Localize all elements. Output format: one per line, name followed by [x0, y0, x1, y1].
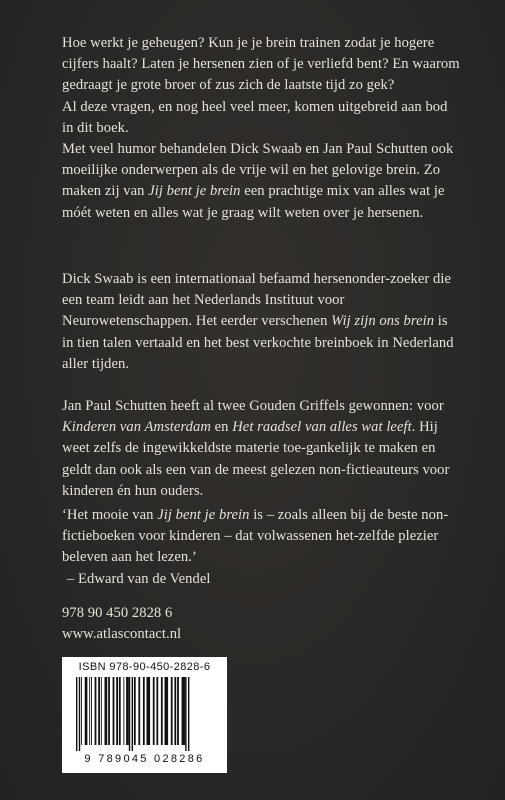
- publisher-website: www.atlascontact.nl: [62, 626, 182, 643]
- author-bio-swaab: [62, 269, 462, 375]
- barcode-isbn-label: ISBN 978-90-450-2828-6: [78, 661, 211, 673]
- bio-swaab-paragraph: [62, 269, 462, 375]
- book-title-italic: Jij bent je brein: [148, 183, 241, 200]
- intro-humor: [62, 139, 462, 224]
- barcode-bars: [74, 677, 215, 751]
- quote-text-b: is – zoals alleen bij de beste non-fictieboeken voor kinderen – dat volwassenen het-zelfde plezier beleven aan het lezen.’: [62, 507, 449, 566]
- review-quote: [62, 505, 462, 590]
- bio-schutten-text-mid: en: [210, 419, 233, 436]
- barcode: [62, 657, 227, 773]
- book-title-italic: Kinderen van Amsterdam: [62, 419, 211, 436]
- barcode-digits: 9 789045 028286: [84, 753, 205, 765]
- bio-swaab-text-a: Dick Swaab is een internationaal befaamd hersenonder-zoeker die een team leidt aan het Nederlands Instituut voor Neurowetenschappen. Het eerder verschenen: [62, 271, 452, 330]
- bio-schutten-text-b: . Hij weet zelfs de ingewikkeldste materie toe-gankelijk te maken en geldt dan ook als een van de meest gelezen non-fictieauteurs voor kinderen én hun ouders.: [62, 419, 450, 499]
- publication-info: [62, 603, 462, 645]
- intro-text: [62, 33, 462, 224]
- book-title-italic: Wij zijn ons brein: [331, 313, 435, 330]
- book-title-italic: Jij bent je brein: [157, 507, 250, 523]
- quote-text-a: ‘Het mooie van: [62, 507, 158, 523]
- quote-author: – Edward van de Vendel: [67, 570, 211, 587]
- intro-answer: Al deze vragen, en nog heel veel meer, komen uitgebreid aan bod in dit boek.: [62, 98, 448, 136]
- book-title-italic: Het raadsel van alles wat leeft: [232, 419, 412, 436]
- bio-schutten-text-a: Jan Paul Schutten heeft al twee Gouden Griffels gewonnen: voor: [62, 398, 444, 414]
- intro-humor-text-b: een prachtige mix van alles wat je móét weten en alles wat je graag wilt weten over je hersenen.: [62, 183, 445, 221]
- author-bio-schutten: [62, 396, 462, 502]
- intro-humor-text-a: Met veel humor behandelen Dick Swaab en Jan Paul Schutten ook moeilijke onderwerpen als de vrije wil en het gelovige brein. Zo maken zij van: [62, 141, 454, 200]
- bio-swaab-text-b: is in tien talen vertaald en het best verkochte breinboek in Nederland aller tijden.: [62, 313, 454, 372]
- intro-questions: Hoe werkt je geheugen? Kun je je brein trainen zodat je hogere cijfers haalt? Laten je hersenen zien of je verliefd bent? En waarom gedraagt je grote broer of zus zich de laatste tijd zo gek?: [62, 35, 460, 94]
- isbn-plain: 978 90 450 2828 6: [62, 605, 173, 621]
- bio-schutten-paragraph: [62, 396, 462, 502]
- quote-paragraph: [62, 505, 462, 569]
